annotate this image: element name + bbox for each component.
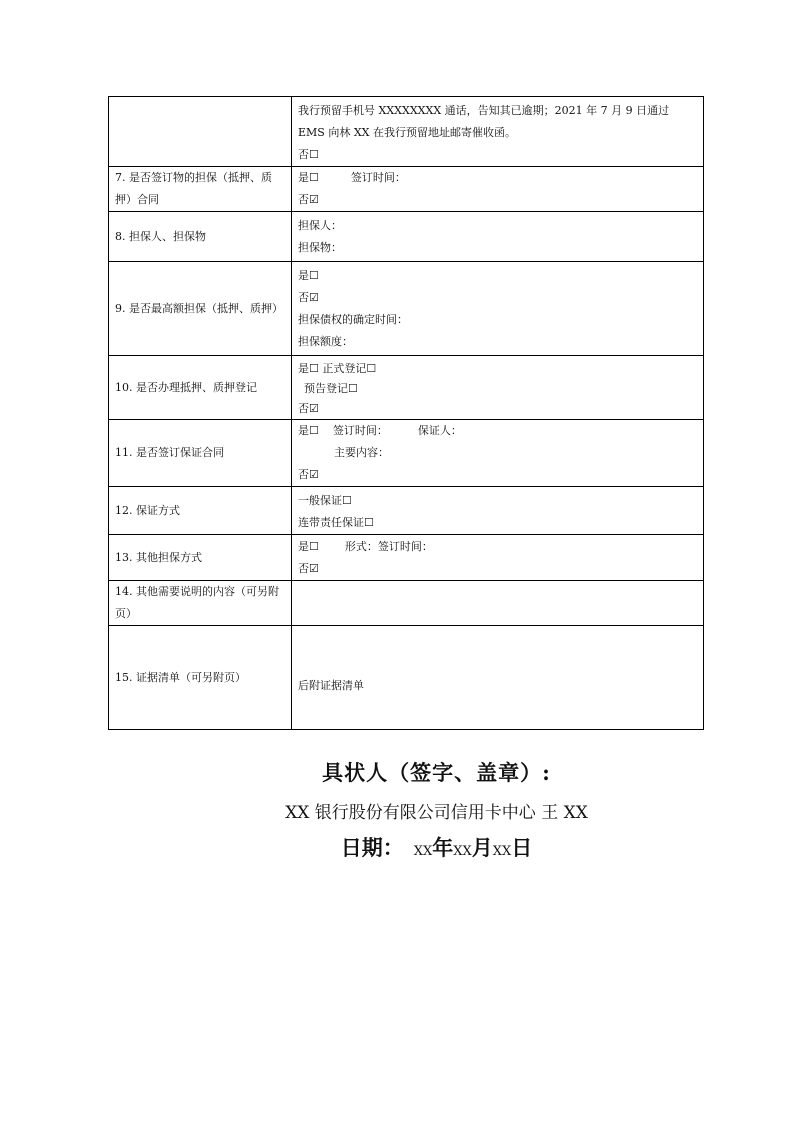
row-label: 9. 是否最高额担保（抵押、质押） bbox=[109, 262, 292, 356]
row-content bbox=[292, 212, 704, 262]
yes-checkbox[interactable]: 是☐ bbox=[298, 539, 319, 553]
table-row bbox=[109, 487, 704, 535]
day-unit: 日 bbox=[511, 835, 533, 860]
table-row bbox=[109, 420, 704, 487]
collection-note: 我行预留手机号 XXXXXXXX 通话，告知其已逾期；2021 年 7 月 9 日通过 EMS 向林 XX 在我行预留地址邮寄催收函。 bbox=[298, 103, 670, 139]
form-table bbox=[108, 96, 704, 730]
claim-date-field[interactable]: 担保债权的确定时间： bbox=[298, 312, 408, 326]
general-guarantee-checkbox[interactable]: 一般保证☐ bbox=[298, 493, 352, 507]
row-label: 7. 是否签订物的担保（抵押、质押）合同 bbox=[109, 167, 292, 212]
table-row bbox=[109, 356, 704, 420]
signature-title: 具状人（签字、盖章）: bbox=[322, 760, 551, 785]
yes-checkbox[interactable]: 是☐ bbox=[298, 268, 319, 282]
row-content bbox=[292, 356, 704, 420]
row-content bbox=[292, 487, 704, 535]
sign-time-label: 签订时间： bbox=[350, 171, 406, 184]
guarantee-amount-field[interactable]: 担保额度： bbox=[298, 334, 353, 348]
evidence-list-note: 后附证据清单 bbox=[298, 678, 364, 692]
row-content bbox=[292, 262, 704, 356]
date-year: XX bbox=[413, 844, 433, 859]
main-content-label: 主要内容： bbox=[334, 446, 389, 459]
row-label: 10. 是否办理抵押、质押登记 bbox=[109, 356, 292, 420]
guarantor-label: 保证人： bbox=[417, 424, 462, 437]
year-unit: 年 bbox=[432, 835, 454, 860]
table-row bbox=[109, 167, 704, 212]
table-row bbox=[109, 535, 704, 581]
row-content bbox=[292, 167, 704, 212]
row-content bbox=[292, 97, 704, 167]
joint-guarantee-checkbox[interactable]: 连带责任保证☐ bbox=[298, 515, 374, 529]
row-label: 13. 其他担保方式 bbox=[109, 535, 292, 581]
row-content bbox=[292, 626, 704, 730]
pre-registration-checkbox[interactable]: 预告登记☐ bbox=[304, 381, 358, 395]
row-label: 15. 证据清单（可另附页） bbox=[109, 626, 292, 730]
yes-checkbox[interactable]: 是☐ bbox=[298, 424, 319, 437]
no-checkbox[interactable]: 否☑ bbox=[298, 468, 319, 481]
date-month: XX bbox=[453, 844, 472, 859]
row-label: 11. 是否签订保证合同 bbox=[109, 420, 292, 487]
table-row bbox=[109, 581, 704, 626]
table-row bbox=[109, 262, 704, 356]
no-checkbox[interactable]: 否☑ bbox=[298, 290, 319, 304]
date-day: XX bbox=[492, 844, 512, 859]
signature-org: XX 银行股份有限公司信用卡中心 王 XX bbox=[285, 803, 588, 823]
table-row bbox=[109, 626, 704, 730]
row-label: 12. 保证方式 bbox=[109, 487, 292, 535]
collateral-field[interactable]: 担保物： bbox=[298, 240, 342, 254]
sign-time-label: 签订时间： bbox=[377, 539, 433, 553]
form-label: 形式： bbox=[344, 539, 378, 553]
row-label-empty bbox=[109, 97, 292, 167]
sign-time-label: 签订时间： bbox=[332, 424, 388, 437]
no-checkbox[interactable]: 否☑ bbox=[298, 561, 319, 575]
row-label: 14. 其他需要说明的内容（可另附页） bbox=[109, 581, 292, 626]
other-notes-cell[interactable] bbox=[292, 581, 704, 626]
signature-date bbox=[0, 832, 793, 862]
date-label: 日期： bbox=[340, 835, 404, 860]
guarantor-field[interactable]: 担保人： bbox=[298, 218, 342, 232]
row-content bbox=[292, 535, 704, 581]
yes-checkbox[interactable]: 是☐ bbox=[298, 171, 319, 184]
table-row bbox=[109, 97, 704, 167]
month-unit: 月 bbox=[471, 835, 493, 860]
formal-registration-checkbox[interactable]: 是☐ 正式登记☐ bbox=[298, 361, 377, 375]
row-content bbox=[292, 420, 704, 487]
no-checkbox[interactable]: 否☑ bbox=[298, 401, 319, 415]
no-checkbox[interactable]: 否☑ bbox=[298, 193, 319, 206]
table-row bbox=[109, 212, 704, 262]
no-checkbox[interactable]: 否☐ bbox=[298, 147, 319, 161]
row-label: 8. 担保人、担保物 bbox=[109, 212, 292, 262]
